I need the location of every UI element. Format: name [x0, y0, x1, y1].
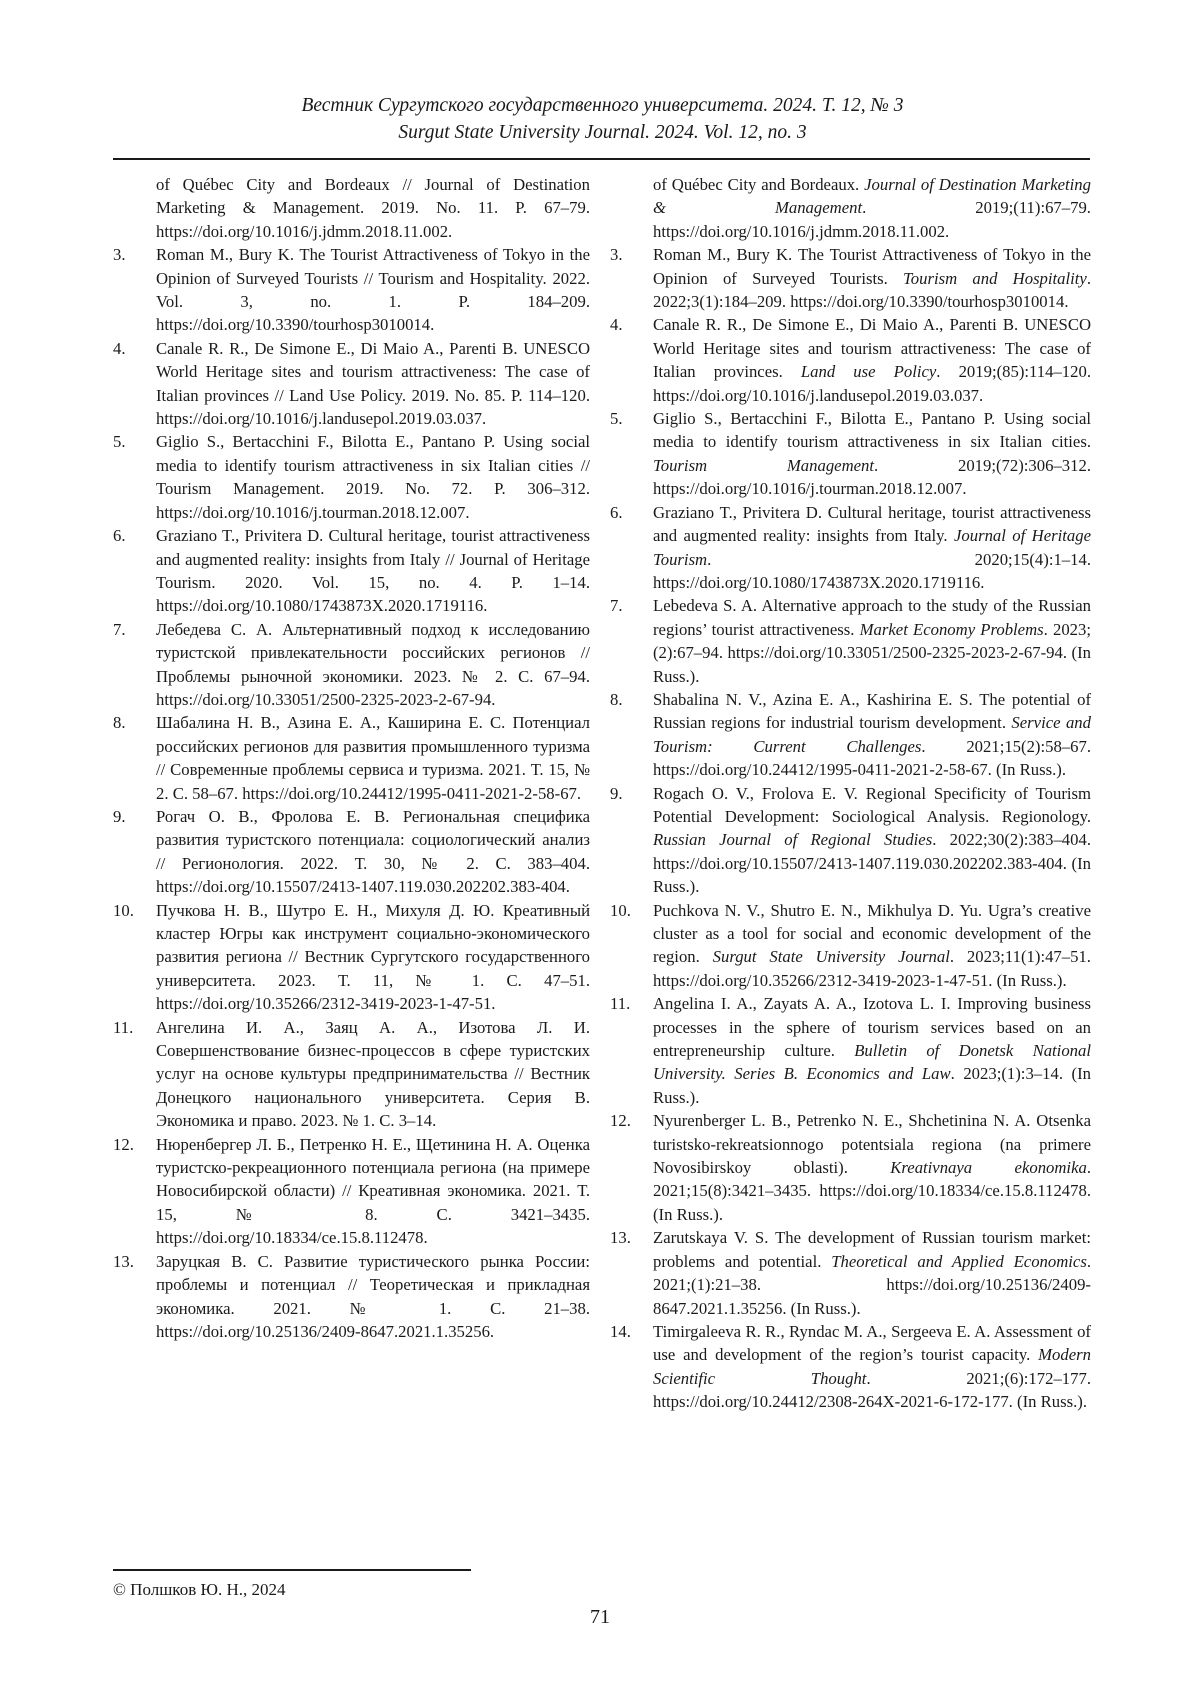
reference-item	[610, 407, 1091, 501]
reference-item	[610, 992, 1091, 1109]
reference-journal: Kreativnaya ekonomika	[890, 1158, 1087, 1177]
reference-authors-title: Zarutskaya V. S. The development of Russian tourism market: problems and potential.	[653, 1228, 1091, 1270]
reference-number: 14.	[610, 1320, 650, 1343]
reference-details: . 2021;15(2):58–67. https://doi.org/10.24412/1995-0411-2021-2-58-67. (In Russ.).	[653, 737, 1091, 779]
footnote-rule	[113, 1569, 471, 1571]
reference-details: . 2020;15(4):1–14. https://doi.org/10.1080/1743873X.2020.1719116.	[653, 550, 1091, 592]
reference-number: 4.	[113, 337, 153, 360]
reference-details: . 2022;3(1):184–209. https://doi.org/10.3390/tourhosp3010014.	[653, 269, 1091, 311]
reference-number: 3.	[610, 243, 650, 266]
reference-number: 12.	[113, 1133, 153, 1156]
reference-item	[610, 1109, 1091, 1226]
reference-item	[610, 313, 1091, 407]
reference-details: . 2021;(1):21–38. https://doi.org/10.25136/2409-8647.2021.1.35256. (In Russ.).	[653, 1252, 1091, 1318]
reference-details: . 2022;30(2):383–404. https://doi.org/10.15507/2413-1407.119.030.202202.383-404. (In Russ.).	[653, 830, 1091, 896]
reference-authors-title: Rogach O. V., Frolova E. V. Regional Specificity of Tourism Potential Development: Sociological Analysis. Regionology.	[653, 784, 1091, 826]
reference-text: Шабалина Н. В., Азина Е. А., Каширина Е. С. Потенциал российских регионов для развития промышленного туризма // Современные проблемы сервиса и туризма. 2021. Т. 15, № 2. С. 58–67. https://doi.org/10.24412/1995-0411-2021-2-58-67.	[156, 713, 590, 802]
reference-number: 5.	[610, 407, 650, 430]
reference-item	[113, 805, 590, 899]
reference-number: 8.	[113, 711, 153, 734]
reference-item	[113, 173, 590, 243]
reference-authors-title: Puchkova N. V., Shutro E. N., Mikhulya D. Yu. Ugra’s creative cluster as a tool for social and economic development of the region.	[653, 901, 1091, 967]
reference-item	[113, 1016, 590, 1133]
reference-item	[610, 594, 1091, 688]
reference-details: . 2019;(72):306–312. https://doi.org/10.1016/j.tourman.2018.12.007.	[653, 456, 1091, 498]
reference-item	[113, 243, 590, 337]
reference-number: 9.	[610, 782, 650, 805]
reference-authors-title: Timirgaleeva R. R., Ryndac M. A., Sergeeva E. A. Assessment of use and development of the region’s tourist capacity.	[653, 1322, 1091, 1364]
reference-number: 8.	[610, 688, 650, 711]
reference-text: Roman M., Bury K. The Tourist Attractiveness of Tokyo in the Opinion of Surveyed Tourists // Tourism and Hospitality. 2022. Vol. 3, no. 1. P. 184–209. https://doi.org/10.3390/tourhosp3010014.	[156, 245, 590, 334]
reference-item	[113, 899, 590, 1016]
reference-item	[113, 430, 590, 524]
reference-authors-title: of Québec City and Bordeaux.	[653, 175, 864, 194]
reference-details: . 2021;15(8):3421–3435. https://doi.org/10.18334/ce.15.8.112478. (In Russ.).	[653, 1158, 1091, 1224]
reference-item	[113, 524, 590, 618]
reference-item	[113, 1250, 590, 1344]
reference-item	[610, 688, 1091, 782]
reference-text: Graziano T., Privitera D. Cultural heritage, tourist attractiveness and augmented reality: insights from Italy // Journal of Heritage Tourism. 2020. Vol. 15, no. 4. P. 1–14. https://doi.org/10.1080/1743873X.2020.1719116.	[156, 526, 590, 615]
reference-number: 5.	[113, 430, 153, 453]
reference-journal: Theoretical and Applied Economics	[831, 1252, 1087, 1271]
reference-item	[610, 1226, 1091, 1320]
reference-text: Canale R. R., De Simone E., Di Maio A., Parenti B. UNESCO World Heritage sites and tourism attractiveness: The case of Italian provinces // Land Use Policy. 2019. No. 85. P. 114–120. https://doi.org/10.1016/j.landusepol.2019.03.037.	[156, 339, 590, 428]
reference-details: . 2023;(1):3–14. (In Russ.).	[653, 1064, 1091, 1106]
header-title-ru: Вестник Сургутского государственного университета. 2024. Т. 12, № 3	[115, 92, 1090, 119]
reference-item	[113, 337, 590, 431]
reference-number: 7.	[610, 594, 650, 617]
reference-authors-title: Angelina I. A., Zayats A. A., Izotova L. I. Improving business processes in the sphere of tourism services based on an entrepreneurship culture.	[653, 994, 1091, 1060]
reference-details: . 2023;(2):67–94. https://doi.org/10.33051/2500-2325-2023-2-67-94. (In Russ.).	[653, 620, 1091, 686]
reference-text: Пучкова Н. В., Шутро Е. Н., Михуля Д. Ю. Креативный кластер Югры как инструмент социально-экономического развития региона // Вестник Сургутского государственного университета. 2023. Т. 11, № 1. С. 47–51. https://doi.org/10.35266/2312-3419-2023-1-47-51.	[156, 901, 590, 1014]
reference-authors-title: Graziano T., Privitera D. Cultural heritage, tourist attractiveness and augmented reality: insights from Italy.	[653, 503, 1091, 545]
reference-details: . 2021;(6):172–177. https://doi.org/10.24412/2308-264X-2021-6-172-177. (In Russ.).	[653, 1369, 1091, 1411]
copyright-footnote: © Полшков Ю. Н., 2024	[113, 1578, 285, 1602]
reference-journal: Market Economy Problems	[860, 620, 1044, 639]
reference-text: Ангелина И. А., Заяц А. А., Изотова Л. И. Совершенствование бизнес-процессов в сфере туристских услуг на основе культуры предпринимательства // Вестник Донецкого национального университета. Серия В. Экономика и право. 2023. № 1. С. 3–14.	[156, 1018, 590, 1131]
reference-number: 9.	[113, 805, 153, 828]
header-title-en: Surgut State University Journal. 2024. Vol. 12, no. 3	[115, 119, 1090, 146]
reference-text: Giglio S., Bertacchini F., Bilotta E., Pantano P. Using social media to identify tourism attractiveness in six Italian cities // Tourism Management. 2019. No. 72. P. 306–312. https://doi.org/10.1016/j.tourman.2018.12.007.	[156, 432, 590, 521]
reference-number: 13.	[113, 1250, 153, 1273]
reference-authors-title: Shabalina N. V., Azina E. A., Kashirina E. S. The potential of Russian regions for industrial tourism development.	[653, 690, 1091, 732]
reference-item	[610, 173, 1091, 243]
reference-number: 6.	[113, 524, 153, 547]
reference-journal: Journal of Destination Marketing & Management	[653, 175, 1091, 217]
reference-number: 11.	[610, 992, 650, 1015]
reference-number: 4.	[610, 313, 650, 336]
reference-text: Нюренбергер Л. Б., Петренко Н. Е., Щетинина Н. А. Оценка туристско-рекреационного потенциала региона (на примере Новосибирской области) // Креативная экономика. 2021. Т. 15, № 8. С. 3421–3435. https://doi.org/10.18334/ce.15.8.112478.	[156, 1135, 590, 1248]
reference-number: 12.	[610, 1109, 650, 1132]
reference-number: 3.	[113, 243, 153, 266]
journal-page	[0, 0, 1200, 1697]
reference-authors-title: Lebedeva S. A. Alternative approach to the study of the Russian regions’ tourist attractiveness.	[653, 596, 1091, 638]
reference-text: Рогач О. В., Фролова Е. В. Региональная специфика развития туристского потенциала: социологический анализ // Регионология. 2022. Т. 30, № 2. С. 383–404. https://doi.org/10.15507/2413-1407.119.030.202202.383-404.	[156, 807, 590, 896]
reference-item	[113, 1133, 590, 1250]
reference-text: Лебедева С. А. Альтернативный подход к исследованию туристской привлекательности российских регионов // Проблемы рыночной экономики. 2023. № 2. С. 67–94. https://doi.org/10.33051/2500-2325-2023-2-67-94.	[156, 620, 590, 709]
reference-journal: Land use Policy	[801, 362, 936, 381]
reference-number: 10.	[113, 899, 153, 922]
reference-item	[113, 618, 590, 712]
header-rule	[113, 158, 1090, 160]
reference-authors-title: Roman M., Bury K. The Tourist Attractiveness of Tokyo in the Opinion of Surveyed Tourists.	[653, 245, 1091, 287]
reference-text: of Québec City and Bordeaux // Journal of Destination Marketing & Management. 2019. No. 11. P. 67–79. https://doi.org/10.1016/j.jdmm.2018.11.002.	[156, 175, 590, 241]
reference-number: 10.	[610, 899, 650, 922]
reference-journal: Modern Scientific Thought	[653, 1345, 1091, 1387]
reference-details: . 2023;11(1):47–51. https://doi.org/10.35266/2312-3419-2023-1-47-51. (In Russ.).	[653, 947, 1091, 989]
reference-item	[610, 1320, 1091, 1414]
reference-number: 7.	[113, 618, 153, 641]
reference-authors-title: Canale R. R., De Simone E., Di Maio A., Parenti B. UNESCO World Heritage sites and tourism attractiveness: The case of Italian provinces.	[653, 315, 1091, 381]
reference-details: . 2019;(85):114–120. https://doi.org/10.1016/j.landusepol.2019.03.037.	[653, 362, 1091, 404]
reference-text: Заруцкая В. С. Развитие туристического рынка России: проблемы и потенциал // Теоретическая и прикладная экономика. 2021. № 1. С. 21–38. https://doi.org/10.25136/2409-8647.2021.1.35256.	[156, 1252, 590, 1341]
reference-number: 6.	[610, 501, 650, 524]
references-column-ru	[113, 173, 590, 1343]
reference-journal: Tourism Management	[653, 456, 874, 475]
reference-item	[610, 501, 1091, 595]
reference-number: 13.	[610, 1226, 650, 1249]
reference-item	[113, 711, 590, 805]
page-number: 71	[0, 1604, 1200, 1630]
references-column-en	[610, 173, 1091, 1414]
reference-journal: Tourism and Hospitality	[903, 269, 1087, 288]
reference-journal: Russian Journal of Regional Studies	[653, 830, 932, 849]
reference-item	[610, 782, 1091, 899]
reference-journal: Bulletin of Donetsk National University. Series B. Economics and Law	[653, 1041, 1091, 1083]
reference-journal: Service and Tourism: Current Challenges	[653, 713, 1091, 755]
running-header	[115, 92, 1090, 146]
reference-journal: Surgut State University Journal	[713, 947, 950, 966]
reference-item	[610, 899, 1091, 993]
reference-details: . 2019;(11):67–79. https://doi.org/10.1016/j.jdmm.2018.11.002.	[653, 198, 1091, 240]
reference-authors-title: Giglio S., Bertacchini F., Bilotta E., Pantano P. Using social media to identify tourism attractiveness in six Italian cities.	[653, 409, 1091, 451]
reference-number: 11.	[113, 1016, 153, 1039]
reference-item	[610, 243, 1091, 313]
reference-authors-title: Nyurenberger L. B., Petrenko N. E., Shchetinina N. A. Otsenka turistsko-rekreatsionnogo potentsiala regiona (na primere Novosibirskoy oblasti).	[653, 1111, 1091, 1177]
reference-journal: Journal of Heritage Tourism	[653, 526, 1091, 568]
